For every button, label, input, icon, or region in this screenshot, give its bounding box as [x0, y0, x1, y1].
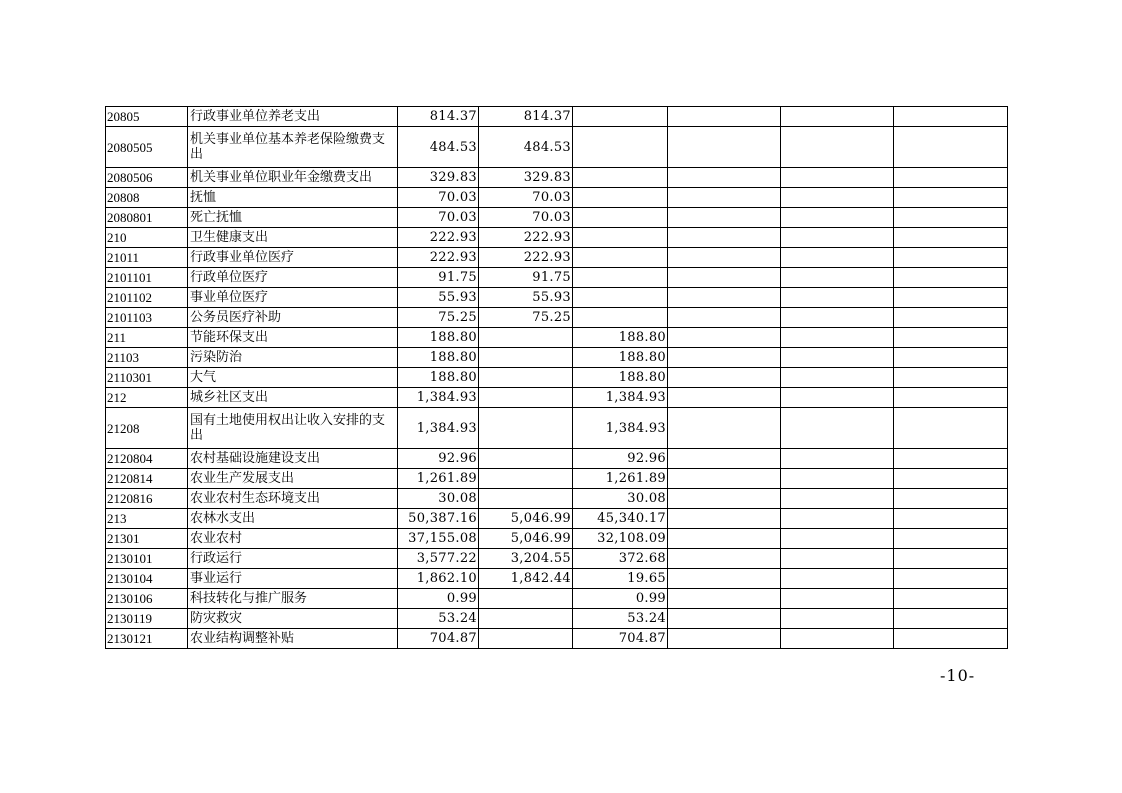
table-row	[106, 248, 1008, 268]
empty-cell	[894, 107, 1008, 127]
empty-cell	[668, 348, 781, 368]
empty-cell	[781, 328, 894, 348]
project-expenditure-cell: 1,261.89	[573, 469, 668, 489]
table-row	[106, 589, 1008, 609]
total-amount-cell: 37,155.08	[398, 529, 479, 549]
total-amount-cell: 704.87	[398, 629, 479, 649]
account-code-cell: 2120816	[106, 489, 188, 509]
basic-expenditure-cell	[479, 328, 573, 348]
total-amount-cell: 222.93	[398, 228, 479, 248]
empty-cell	[781, 609, 894, 629]
account-code-cell: 2130119	[106, 609, 188, 629]
empty-cell	[668, 408, 781, 449]
account-name-cell: 公务员医疗补助	[188, 308, 398, 328]
basic-expenditure-cell: 75.25	[479, 308, 573, 328]
project-expenditure-cell: 188.80	[573, 348, 668, 368]
basic-expenditure-cell	[479, 629, 573, 649]
basic-expenditure-cell: 484.53	[479, 127, 573, 168]
page-number: -10-	[940, 666, 976, 685]
account-code-cell: 2120814	[106, 469, 188, 489]
basic-expenditure-cell: 55.93	[479, 288, 573, 308]
total-amount-cell: 75.25	[398, 308, 479, 328]
empty-cell	[781, 188, 894, 208]
account-code-cell: 2080505	[106, 127, 188, 168]
table-row	[106, 569, 1008, 589]
table-row	[106, 549, 1008, 569]
basic-expenditure-cell: 329.83	[479, 168, 573, 188]
table-row	[106, 268, 1008, 288]
empty-cell	[894, 288, 1008, 308]
project-expenditure-cell: 0.99	[573, 589, 668, 609]
empty-cell	[781, 248, 894, 268]
project-expenditure-cell	[573, 127, 668, 168]
account-code-cell: 2130101	[106, 549, 188, 569]
account-name-cell: 死亡抚恤	[188, 208, 398, 228]
project-expenditure-cell	[573, 208, 668, 228]
project-expenditure-cell: 704.87	[573, 629, 668, 649]
empty-cell	[894, 589, 1008, 609]
project-expenditure-cell: 188.80	[573, 328, 668, 348]
project-expenditure-cell: 45,340.17	[573, 509, 668, 529]
basic-expenditure-cell	[479, 368, 573, 388]
table-row	[106, 348, 1008, 368]
account-name-cell: 污染防治	[188, 348, 398, 368]
project-expenditure-cell	[573, 168, 668, 188]
empty-cell	[781, 489, 894, 509]
total-amount-cell: 91.75	[398, 268, 479, 288]
project-expenditure-cell: 53.24	[573, 609, 668, 629]
empty-cell	[668, 629, 781, 649]
account-name-cell: 机关事业单位基本养老保险缴费支出	[188, 127, 398, 168]
table-row	[106, 288, 1008, 308]
total-amount-cell: 30.08	[398, 489, 479, 509]
account-name-cell: 抚恤	[188, 188, 398, 208]
total-amount-cell: 814.37	[398, 107, 479, 127]
empty-cell	[781, 569, 894, 589]
table-row	[106, 228, 1008, 248]
total-amount-cell: 222.93	[398, 248, 479, 268]
project-expenditure-cell: 30.08	[573, 489, 668, 509]
empty-cell	[668, 529, 781, 549]
empty-cell	[894, 529, 1008, 549]
total-amount-cell: 0.99	[398, 589, 479, 609]
empty-cell	[894, 489, 1008, 509]
project-expenditure-cell	[573, 288, 668, 308]
account-code-cell: 2101101	[106, 268, 188, 288]
account-code-cell: 21103	[106, 348, 188, 368]
table-row	[106, 208, 1008, 228]
table-row	[106, 449, 1008, 469]
account-code-cell: 2110301	[106, 368, 188, 388]
empty-cell	[668, 168, 781, 188]
account-code-cell: 2101103	[106, 308, 188, 328]
account-name-cell: 卫生健康支出	[188, 228, 398, 248]
account-name-cell: 科技转化与推广服务	[188, 589, 398, 609]
empty-cell	[894, 469, 1008, 489]
empty-cell	[894, 388, 1008, 408]
empty-cell	[668, 388, 781, 408]
empty-cell	[781, 449, 894, 469]
table-row	[106, 509, 1008, 529]
account-code-cell: 2101102	[106, 288, 188, 308]
basic-expenditure-cell: 70.03	[479, 188, 573, 208]
account-code-cell: 21011	[106, 248, 188, 268]
project-expenditure-cell: 1,384.93	[573, 388, 668, 408]
empty-cell	[781, 107, 894, 127]
account-code-cell: 20805	[106, 107, 188, 127]
basic-expenditure-cell: 70.03	[479, 208, 573, 228]
account-name-cell: 国有土地使用权出让收入安排的支出	[188, 408, 398, 449]
empty-cell	[668, 268, 781, 288]
account-name-cell: 农业生产发展支出	[188, 469, 398, 489]
account-name-cell: 机关事业单位职业年金缴费支出	[188, 168, 398, 188]
table-row	[106, 188, 1008, 208]
empty-cell	[668, 368, 781, 388]
empty-cell	[668, 308, 781, 328]
empty-cell	[781, 629, 894, 649]
empty-cell	[781, 268, 894, 288]
account-code-cell: 2130104	[106, 569, 188, 589]
table-row	[106, 408, 1008, 449]
basic-expenditure-cell: 3,204.55	[479, 549, 573, 569]
account-name-cell: 行政事业单位养老支出	[188, 107, 398, 127]
empty-cell	[781, 348, 894, 368]
account-name-cell: 防灾救灾	[188, 609, 398, 629]
account-name-cell: 城乡社区支出	[188, 388, 398, 408]
table-row	[106, 489, 1008, 509]
account-name-cell: 事业单位医疗	[188, 288, 398, 308]
empty-cell	[894, 509, 1008, 529]
empty-cell	[668, 248, 781, 268]
project-expenditure-cell: 19.65	[573, 569, 668, 589]
total-amount-cell: 1,862.10	[398, 569, 479, 589]
table-row	[106, 629, 1008, 649]
empty-cell	[668, 569, 781, 589]
account-code-cell: 2120804	[106, 449, 188, 469]
empty-cell	[781, 168, 894, 188]
empty-cell	[894, 208, 1008, 228]
basic-expenditure-cell: 1,842.44	[479, 569, 573, 589]
account-name-cell: 农业农村生态环境支出	[188, 489, 398, 509]
empty-cell	[894, 228, 1008, 248]
empty-cell	[781, 589, 894, 609]
empty-cell	[894, 348, 1008, 368]
account-code-cell: 21301	[106, 529, 188, 549]
project-expenditure-cell: 32,108.09	[573, 529, 668, 549]
basic-expenditure-cell: 5,046.99	[479, 509, 573, 529]
basic-expenditure-cell: 5,046.99	[479, 529, 573, 549]
account-name-cell: 行政事业单位医疗	[188, 248, 398, 268]
empty-cell	[668, 288, 781, 308]
empty-cell	[894, 368, 1008, 388]
table-row	[106, 168, 1008, 188]
empty-cell	[781, 208, 894, 228]
account-code-cell: 212	[106, 388, 188, 408]
project-expenditure-cell: 92.96	[573, 449, 668, 469]
empty-cell	[894, 569, 1008, 589]
empty-cell	[668, 609, 781, 629]
table-row	[106, 308, 1008, 328]
account-name-cell: 农业结构调整补贴	[188, 629, 398, 649]
account-code-cell: 211	[106, 328, 188, 348]
total-amount-cell: 55.93	[398, 288, 479, 308]
table-row	[106, 609, 1008, 629]
account-name-cell: 农林水支出	[188, 509, 398, 529]
total-amount-cell: 92.96	[398, 449, 479, 469]
total-amount-cell: 70.03	[398, 208, 479, 228]
table-row	[106, 328, 1008, 348]
empty-cell	[781, 469, 894, 489]
empty-cell	[894, 449, 1008, 469]
empty-cell	[781, 408, 894, 449]
basic-expenditure-cell: 814.37	[479, 107, 573, 127]
empty-cell	[894, 248, 1008, 268]
empty-cell	[668, 489, 781, 509]
account-name-cell: 行政单位医疗	[188, 268, 398, 288]
basic-expenditure-cell	[479, 348, 573, 368]
basic-expenditure-cell: 222.93	[479, 248, 573, 268]
account-code-cell: 210	[106, 228, 188, 248]
empty-cell	[668, 589, 781, 609]
account-code-cell: 2080506	[106, 168, 188, 188]
total-amount-cell: 1,384.93	[398, 408, 479, 449]
account-code-cell: 2080801	[106, 208, 188, 228]
empty-cell	[894, 127, 1008, 168]
table-body	[106, 107, 1008, 649]
account-name-cell: 节能环保支出	[188, 328, 398, 348]
basic-expenditure-cell	[479, 408, 573, 449]
empty-cell	[894, 549, 1008, 569]
empty-cell	[894, 328, 1008, 348]
basic-expenditure-cell	[479, 388, 573, 408]
table-row	[106, 469, 1008, 489]
project-expenditure-cell	[573, 308, 668, 328]
empty-cell	[668, 328, 781, 348]
table-row	[106, 388, 1008, 408]
table-row	[106, 529, 1008, 549]
empty-cell	[781, 368, 894, 388]
empty-cell	[668, 208, 781, 228]
project-expenditure-cell	[573, 107, 668, 127]
project-expenditure-cell: 188.80	[573, 368, 668, 388]
empty-cell	[668, 228, 781, 248]
account-name-cell: 大气	[188, 368, 398, 388]
table-row	[106, 368, 1008, 388]
total-amount-cell: 484.53	[398, 127, 479, 168]
project-expenditure-cell	[573, 228, 668, 248]
account-name-cell: 农业农村	[188, 529, 398, 549]
total-amount-cell: 70.03	[398, 188, 479, 208]
total-amount-cell: 188.80	[398, 348, 479, 368]
project-expenditure-cell	[573, 248, 668, 268]
empty-cell	[781, 308, 894, 328]
account-code-cell: 2130106	[106, 589, 188, 609]
project-expenditure-cell	[573, 268, 668, 288]
empty-cell	[781, 509, 894, 529]
basic-expenditure-cell	[479, 589, 573, 609]
project-expenditure-cell: 1,384.93	[573, 408, 668, 449]
empty-cell	[781, 549, 894, 569]
empty-cell	[894, 168, 1008, 188]
empty-cell	[668, 188, 781, 208]
account-name-cell: 农村基础设施建设支出	[188, 449, 398, 469]
project-expenditure-cell: 372.68	[573, 549, 668, 569]
project-expenditure-cell	[573, 188, 668, 208]
empty-cell	[894, 629, 1008, 649]
total-amount-cell: 1,384.93	[398, 388, 479, 408]
empty-cell	[781, 529, 894, 549]
basic-expenditure-cell	[479, 469, 573, 489]
basic-expenditure-cell	[479, 489, 573, 509]
empty-cell	[668, 107, 781, 127]
account-code-cell: 20808	[106, 188, 188, 208]
total-amount-cell: 329.83	[398, 168, 479, 188]
account-code-cell: 213	[106, 509, 188, 529]
total-amount-cell: 3,577.22	[398, 549, 479, 569]
empty-cell	[894, 268, 1008, 288]
total-amount-cell: 1,261.89	[398, 469, 479, 489]
total-amount-cell: 188.80	[398, 368, 479, 388]
empty-cell	[894, 408, 1008, 449]
account-name-cell: 事业运行	[188, 569, 398, 589]
empty-cell	[668, 469, 781, 489]
table-row	[106, 107, 1008, 127]
empty-cell	[668, 449, 781, 469]
empty-cell	[781, 288, 894, 308]
empty-cell	[781, 388, 894, 408]
empty-cell	[668, 127, 781, 168]
basic-expenditure-cell	[479, 449, 573, 469]
empty-cell	[668, 549, 781, 569]
budget-table	[105, 106, 1008, 649]
empty-cell	[894, 188, 1008, 208]
empty-cell	[894, 308, 1008, 328]
total-amount-cell: 188.80	[398, 328, 479, 348]
account-code-cell: 21208	[106, 408, 188, 449]
table-row	[106, 127, 1008, 168]
basic-expenditure-cell	[479, 609, 573, 629]
total-amount-cell: 53.24	[398, 609, 479, 629]
account-code-cell: 2130121	[106, 629, 188, 649]
empty-cell	[668, 509, 781, 529]
empty-cell	[781, 228, 894, 248]
basic-expenditure-cell: 222.93	[479, 228, 573, 248]
total-amount-cell: 50,387.16	[398, 509, 479, 529]
basic-expenditure-cell: 91.75	[479, 268, 573, 288]
empty-cell	[894, 609, 1008, 629]
empty-cell	[781, 127, 894, 168]
account-name-cell: 行政运行	[188, 549, 398, 569]
